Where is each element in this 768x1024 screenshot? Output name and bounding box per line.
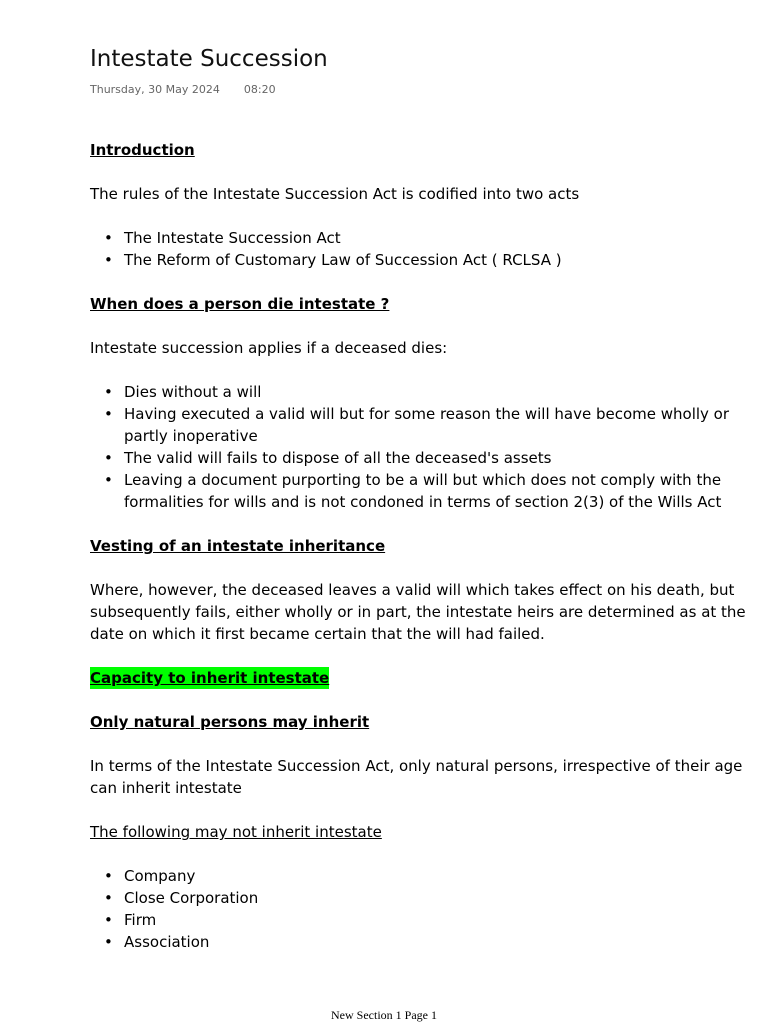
note-date: Thursday, 30 May 2024 xyxy=(90,83,220,96)
vesting-heading: Vesting of an intestate inheritance xyxy=(90,537,386,555)
note-body[interactable] xyxy=(90,139,760,953)
list-item: • Having executed a valid will but for some reason the will have become wholly or partly inoperative xyxy=(124,403,760,447)
capacity-heading: Capacity to inherit intestate xyxy=(90,669,330,687)
list-item: • Dies without a will xyxy=(124,381,760,403)
introduction-heading: Introduction xyxy=(90,141,195,159)
list-item: • Company xyxy=(124,865,760,887)
when-intestate-list xyxy=(90,381,760,513)
natural-persons-text: In terms of the Intestate Succession Act, only natural persons, irrespective of their age can inherit intestate xyxy=(90,757,743,797)
vesting-text: Where, however, the deceased leaves a valid will which takes effect on his death, but subsequently fails, either wholly or in part, the intestate heirs are determined as at the date on which it first became certain that the will had failed. xyxy=(90,581,746,643)
list-item: • Leaving a document purporting to be a will but which does not comply with the formalities for wills and is not condoned in terms of section 2(3) of the Wills Act xyxy=(124,469,760,513)
note-timestamp xyxy=(90,83,276,96)
introduction-list xyxy=(90,227,760,271)
list-item: • Close Corporation xyxy=(124,887,760,909)
introduction-text: The rules of the Intestate Succession Act is codified into two acts xyxy=(90,185,580,203)
list-item: • The Reform of Customary Law of Succession Act ( RCLSA ) xyxy=(124,249,760,271)
list-item: • The valid will fails to dispose of all the deceased's assets xyxy=(124,447,760,469)
list-item: • Firm xyxy=(124,909,760,931)
when-intestate-heading: When does a person die intestate ? xyxy=(90,295,390,313)
natural-persons-heading: Only natural persons may inherit xyxy=(90,713,370,731)
may-not-inherit-list xyxy=(90,865,760,953)
when-intestate-text: Intestate succession applies if a deceased dies: xyxy=(90,339,448,357)
list-item: • The Intestate Succession Act xyxy=(124,227,760,249)
list-item: • Association xyxy=(124,931,760,953)
note-time: 08:20 xyxy=(243,83,276,96)
page-footer: New Section 1 Page 1 xyxy=(331,1008,437,1022)
may-not-inherit-subheading: The following may not inherit intestate xyxy=(90,823,382,841)
page-title: Intestate Succession xyxy=(90,46,328,72)
